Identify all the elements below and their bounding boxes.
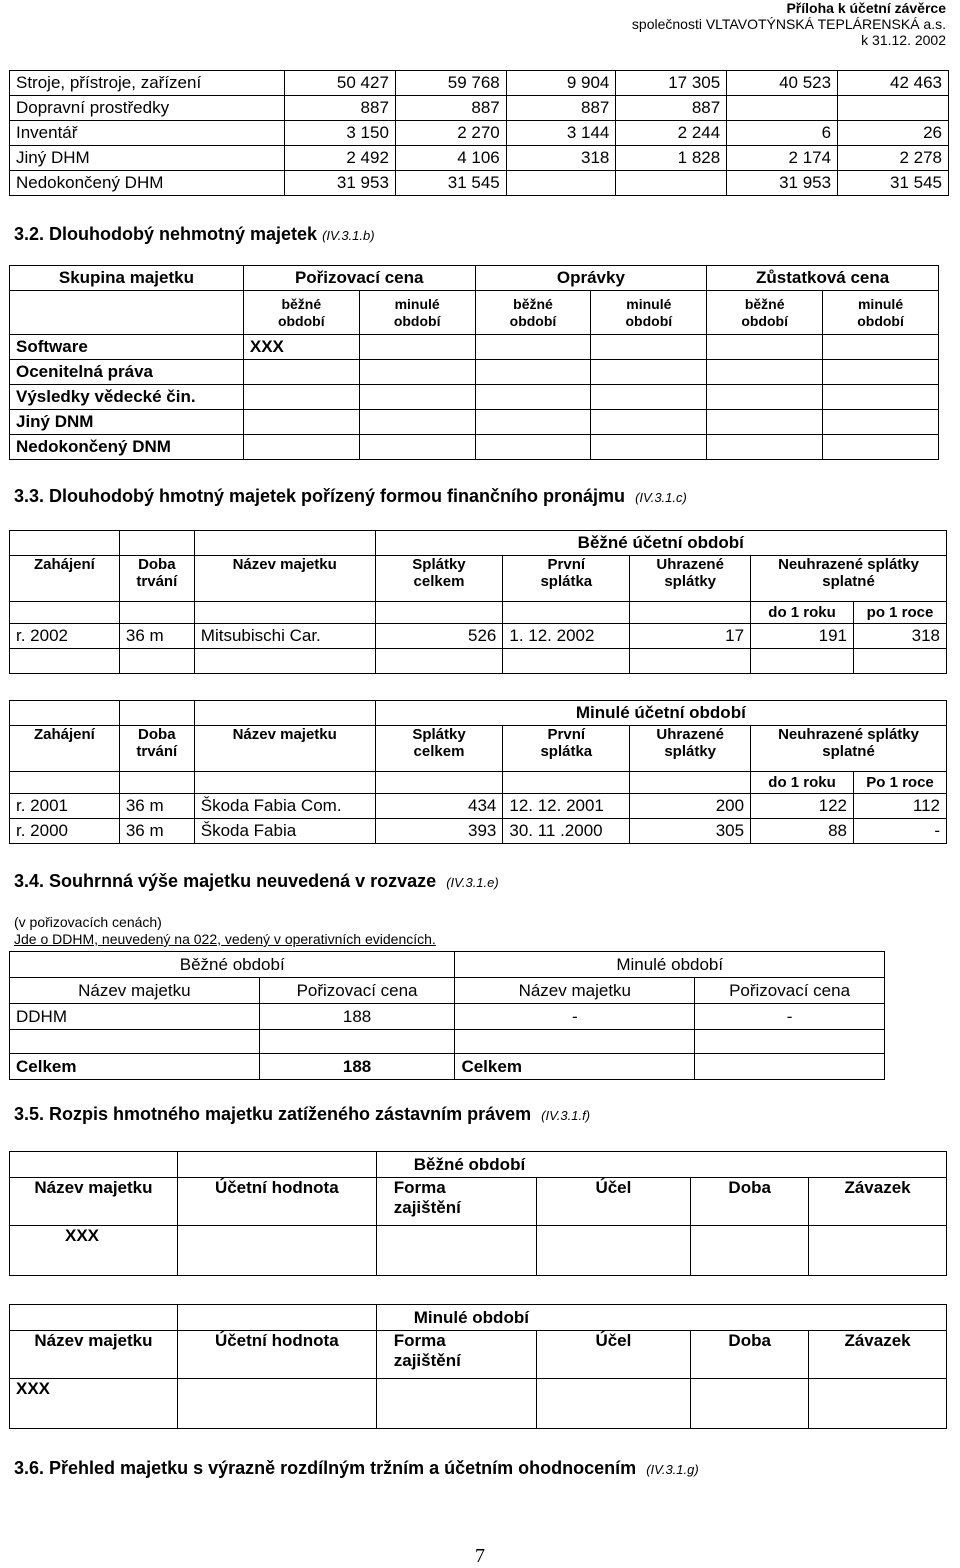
table-row: Výsledky vědecké čin. xyxy=(10,385,939,410)
table-row: XXX xyxy=(10,1379,947,1429)
table-subheader-row: běžné období minulé období běžné období minulé období běžné období minulé období xyxy=(10,291,939,335)
table-row: r. 2002 36 m Mitsubischi Car. 526 1. 12. 2002 17 191 318 xyxy=(10,624,947,649)
section-3-4-title: 3.4. Souhrnná výše majetku neuvedená v rozvaze (IV.3.1.e) xyxy=(14,871,499,891)
table-row: Jiný DHM 2 492 4 106 318 1 828 2 174 2 278 xyxy=(10,146,949,171)
section-3-3-title: 3.3. Dlouhodobý hmotný majetek pořízený formou finančního pronájmu (IV.3.1.c) xyxy=(14,486,687,506)
header-line1: Příloha k účetní závěrce xyxy=(786,0,946,16)
table-row: Nedokončený DNM xyxy=(10,435,939,460)
table-row: Stroje, přístroje, zařízení 50 427 59 768 9 904 17 305 40 523 42 463 xyxy=(10,71,949,96)
pledged-previous-table: Minulé období Název majetku Účetní hodnota Forma zajištění Účel Doba Závazek XXX xyxy=(9,1304,947,1429)
table-row: Jiný DNM xyxy=(10,410,939,435)
header-line3: k 31.12. 2002 xyxy=(861,32,946,48)
table-row xyxy=(10,649,947,674)
section-3-2-title: 3.2. Dlouhodobý nehmotný majetek (IV.3.1.b) xyxy=(14,224,375,244)
table-row: Nedokončený DHM 31 953 31 545 31 953 31 545 xyxy=(10,171,949,196)
table-row: Software XXX xyxy=(10,335,939,360)
off-balance-table: Běžné období Minulé období Název majetku Pořizovací cena Název majetku Pořizovací cena DDHM 188 - - Celkem 188 Celkem xyxy=(9,951,885,1080)
page-header xyxy=(632,0,946,48)
table-row: Dopravní prostředky 887 887 887 887 xyxy=(10,96,949,121)
table-header-row: Skupina majetku Pořizovací cena Oprávky Zůstatková cena xyxy=(10,266,939,291)
table-row: XXX xyxy=(10,1226,947,1276)
table-row: Inventář 3 150 2 270 3 144 2 244 6 26 xyxy=(10,121,949,146)
lease-current-table: Běžné účetní období Zahájení Doba trvání Název majetku Splátky celkem První splátka Uhrazené splátky Neuhrazené splátky splatné do 1 roku po 1 roce r. 2002 36 m Mitsubischi Car. 526 1. 12. 2002 17 191 318 xyxy=(9,530,947,674)
section-3-6-title: 3.6. Přehled majetku s výrazně rozdílným tržním a účetním ohodnocením (IV.3.1.g) xyxy=(14,1458,699,1478)
section-3-4-note: (v pořizovacích cenách) Jde o DDHM, neuvedený na 022, vedený v operativních evidencích. xyxy=(14,914,436,947)
table-row: Ocenitelná práva xyxy=(10,360,939,385)
fixed-assets-table xyxy=(9,70,949,196)
section-3-5-title: 3.5. Rozpis hmotného majetku zatíženého zástavním právem (IV.3.1.f) xyxy=(14,1104,591,1124)
intangible-assets-table xyxy=(9,265,939,460)
header-line2: společnosti VLTAVOTÝNSKÁ TEPLÁRENSKÁ a.s. xyxy=(631,16,946,32)
table-row: r. 2001 36 m Škoda Fabia Com. 434 12. 12. 2001 200 122 112 xyxy=(10,794,947,819)
pledged-current-table: Běžné období Název majetku Účetní hodnota Forma zajištění Účel Doba Závazek XXX xyxy=(9,1151,947,1276)
table-row: DDHM 188 - - xyxy=(10,1004,885,1030)
page-number: 7 xyxy=(475,1545,485,1567)
table-row: r. 2000 36 m Škoda Fabia 393 30. 11 .2000 305 88 - xyxy=(10,819,947,844)
lease-previous-table: Minulé účetní období Zahájení Doba trvání Název majetku Splátky celkem První splátka Uhrazené splátky Neuhrazené splátky splatné do 1 roku Po 1 roce r. 2001 36 m Škoda Fabia Com. 434 12. 12. 2001 200 122 112 r. 2000 36 m Škoda Fabia 393 30. 11 .2000 305 88 - xyxy=(9,700,947,844)
total-row: Celkem 188 Celkem xyxy=(10,1054,885,1080)
